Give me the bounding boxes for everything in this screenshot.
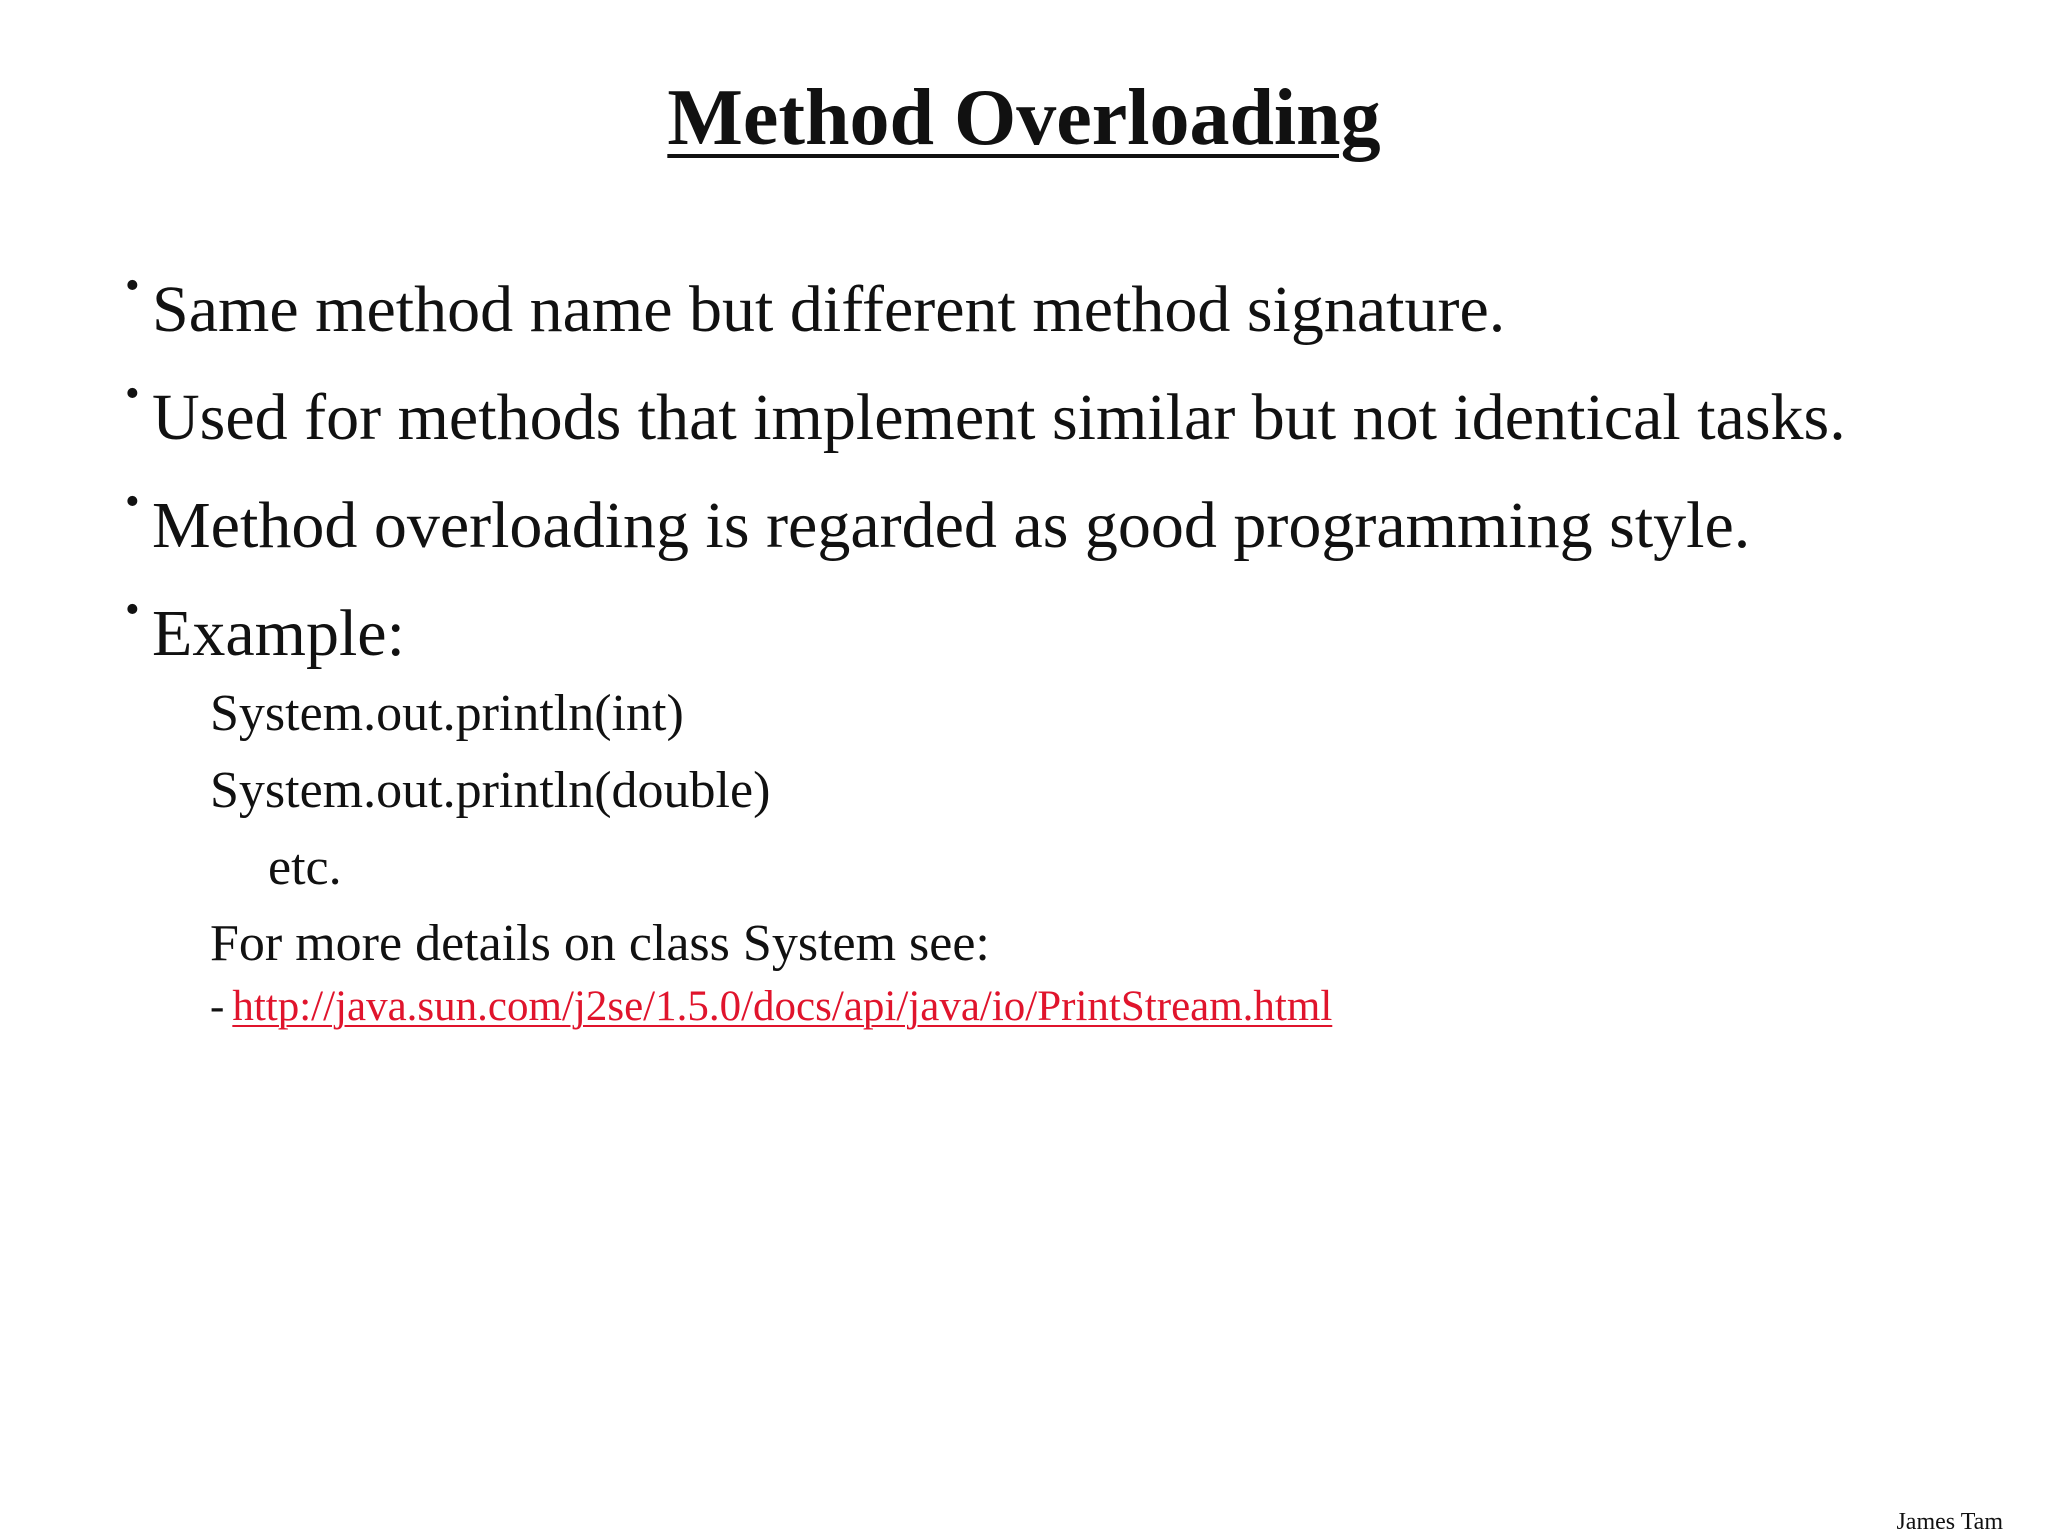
bullet-dot: • [125,587,140,633]
bullet-dot: • [125,263,140,309]
example-line-etc: etc. [268,839,342,896]
bullet-item [125,481,2005,589]
bullet-text: Method overloading is regarded as good programming style. [152,489,1751,562]
bullet-dot: • [125,479,140,525]
bullet-item [125,589,2005,697]
example-line-int: System.out.println(int) [210,685,684,742]
bullet-text: Used for methods that implement similar but not identical tasks. [152,381,1846,454]
slide-title: Method Overloading [667,74,1381,162]
bullet-list [125,265,2005,697]
details-text: For more details on class System see: [210,915,990,972]
link-dash: - [210,983,225,1030]
author-footer: James Tam [1896,1509,2003,1535]
bullet-item [125,373,2005,481]
bullet-text: Example: [152,597,405,670]
printstream-docs-link[interactable]: http://java.sun.com/j2se/1.5.0/docs/api/java/io/PrintStream.html [232,983,1333,1030]
link-row [210,985,1332,1028]
bullet-text: Same method name but different method signature. [152,273,1506,346]
bullet-dot: • [125,371,140,417]
bullet-item [125,265,2005,373]
example-line-double: System.out.println(double) [210,762,771,819]
